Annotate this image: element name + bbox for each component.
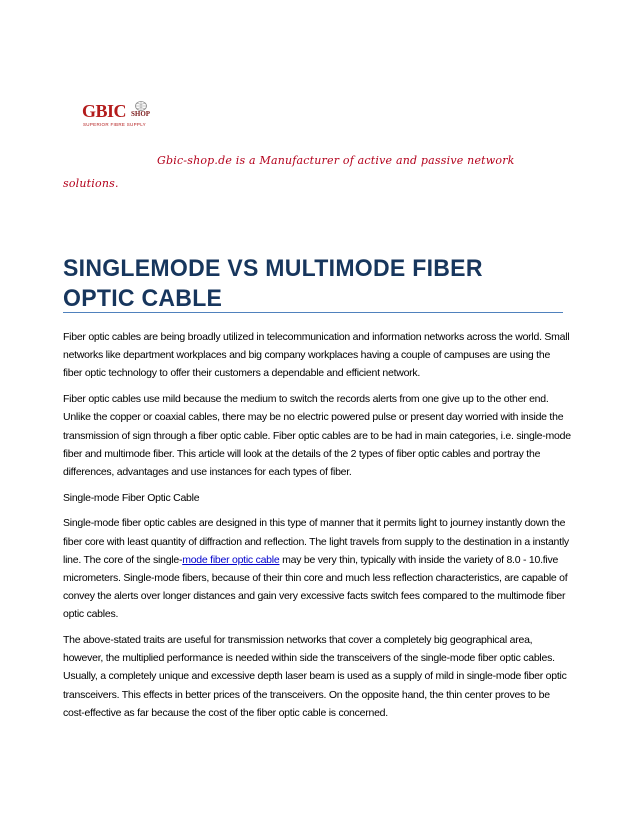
single-mode-fiber-link[interactable]: mode fiber optic cable [182, 553, 280, 566]
logo-shop-text: SHOP [131, 110, 151, 118]
paragraph-intro: Fiber optic cables are being broadly utilized in telecommunication and information networks across the world. Small networks like department workplaces and big company workplaces having a couple of campuses are using the fiber optic technology to offer their customers a dependable and efficient network. [63, 331, 570, 380]
gbic-shop-logo [82, 102, 156, 132]
paragraph-singlemode [63, 514, 571, 623]
paragraph-text: may be very thin, typically with inside the variety of 8.0 - 10.five micrometers. Single-mode fibers, because of their thin core and much less reflection characteristics, are capable of convey the alerts over longer distances and gain very excessive facts switch fees compared to the multimode fiber optic cables. [63, 553, 568, 621]
paragraph-text: Single-mode fiber optic cables are designed in this type of manner that it permits light to journey instantly down the fiber core with least quantity of diffraction and reflection. The light travels from supply to the destination in a instantly line. The core of the single- [63, 517, 569, 566]
section-subheading: Single-mode Fiber Optic Cable [63, 491, 200, 504]
company-tagline: Gbic-shop.de is a Manufacturer of active and passive network solutions. [63, 154, 515, 190]
article-body [63, 328, 571, 730]
paragraph-overview: Fiber optic cables use mild because the medium to switch the records alerts from one give up to the other end. Unlike the copper or coaxial cables, there may be no electric powered pulse or present day worried with inside the transmission of sign through a fiber optic cable. Fiber optic cables are to be had in main categories, i.e. single-mode fiber and multimode fiber. This article will look at the details of the 2 types of fiber optic cables and portray the differences, advantages and use instances for each types of fiber. [63, 393, 571, 478]
title-underline [63, 312, 563, 313]
logo-brand-text: GBIC [82, 101, 127, 121]
page-title: SINGLEMODE VS MULTIMODE FIBER OPTIC CABLE [63, 255, 483, 312]
logo-tagline: SUPERIOR FIBRE SUPPLY [83, 122, 146, 127]
paragraph-traits: The above-stated traits are useful for transmission networks that cover a completely big geographical area, however, the multiplied performance is needed within side the transceivers of the single-mode fiber optic cables. Usually, a completely unique and excessive depth laser beam is used as a supply of mild in single-mode fiber optic transceivers. This effects in better prices of the transceivers. On the opposite hand, the thin center proves to be cost-effective as far because the cost of the fiber optic cable is concerned. [63, 634, 567, 719]
